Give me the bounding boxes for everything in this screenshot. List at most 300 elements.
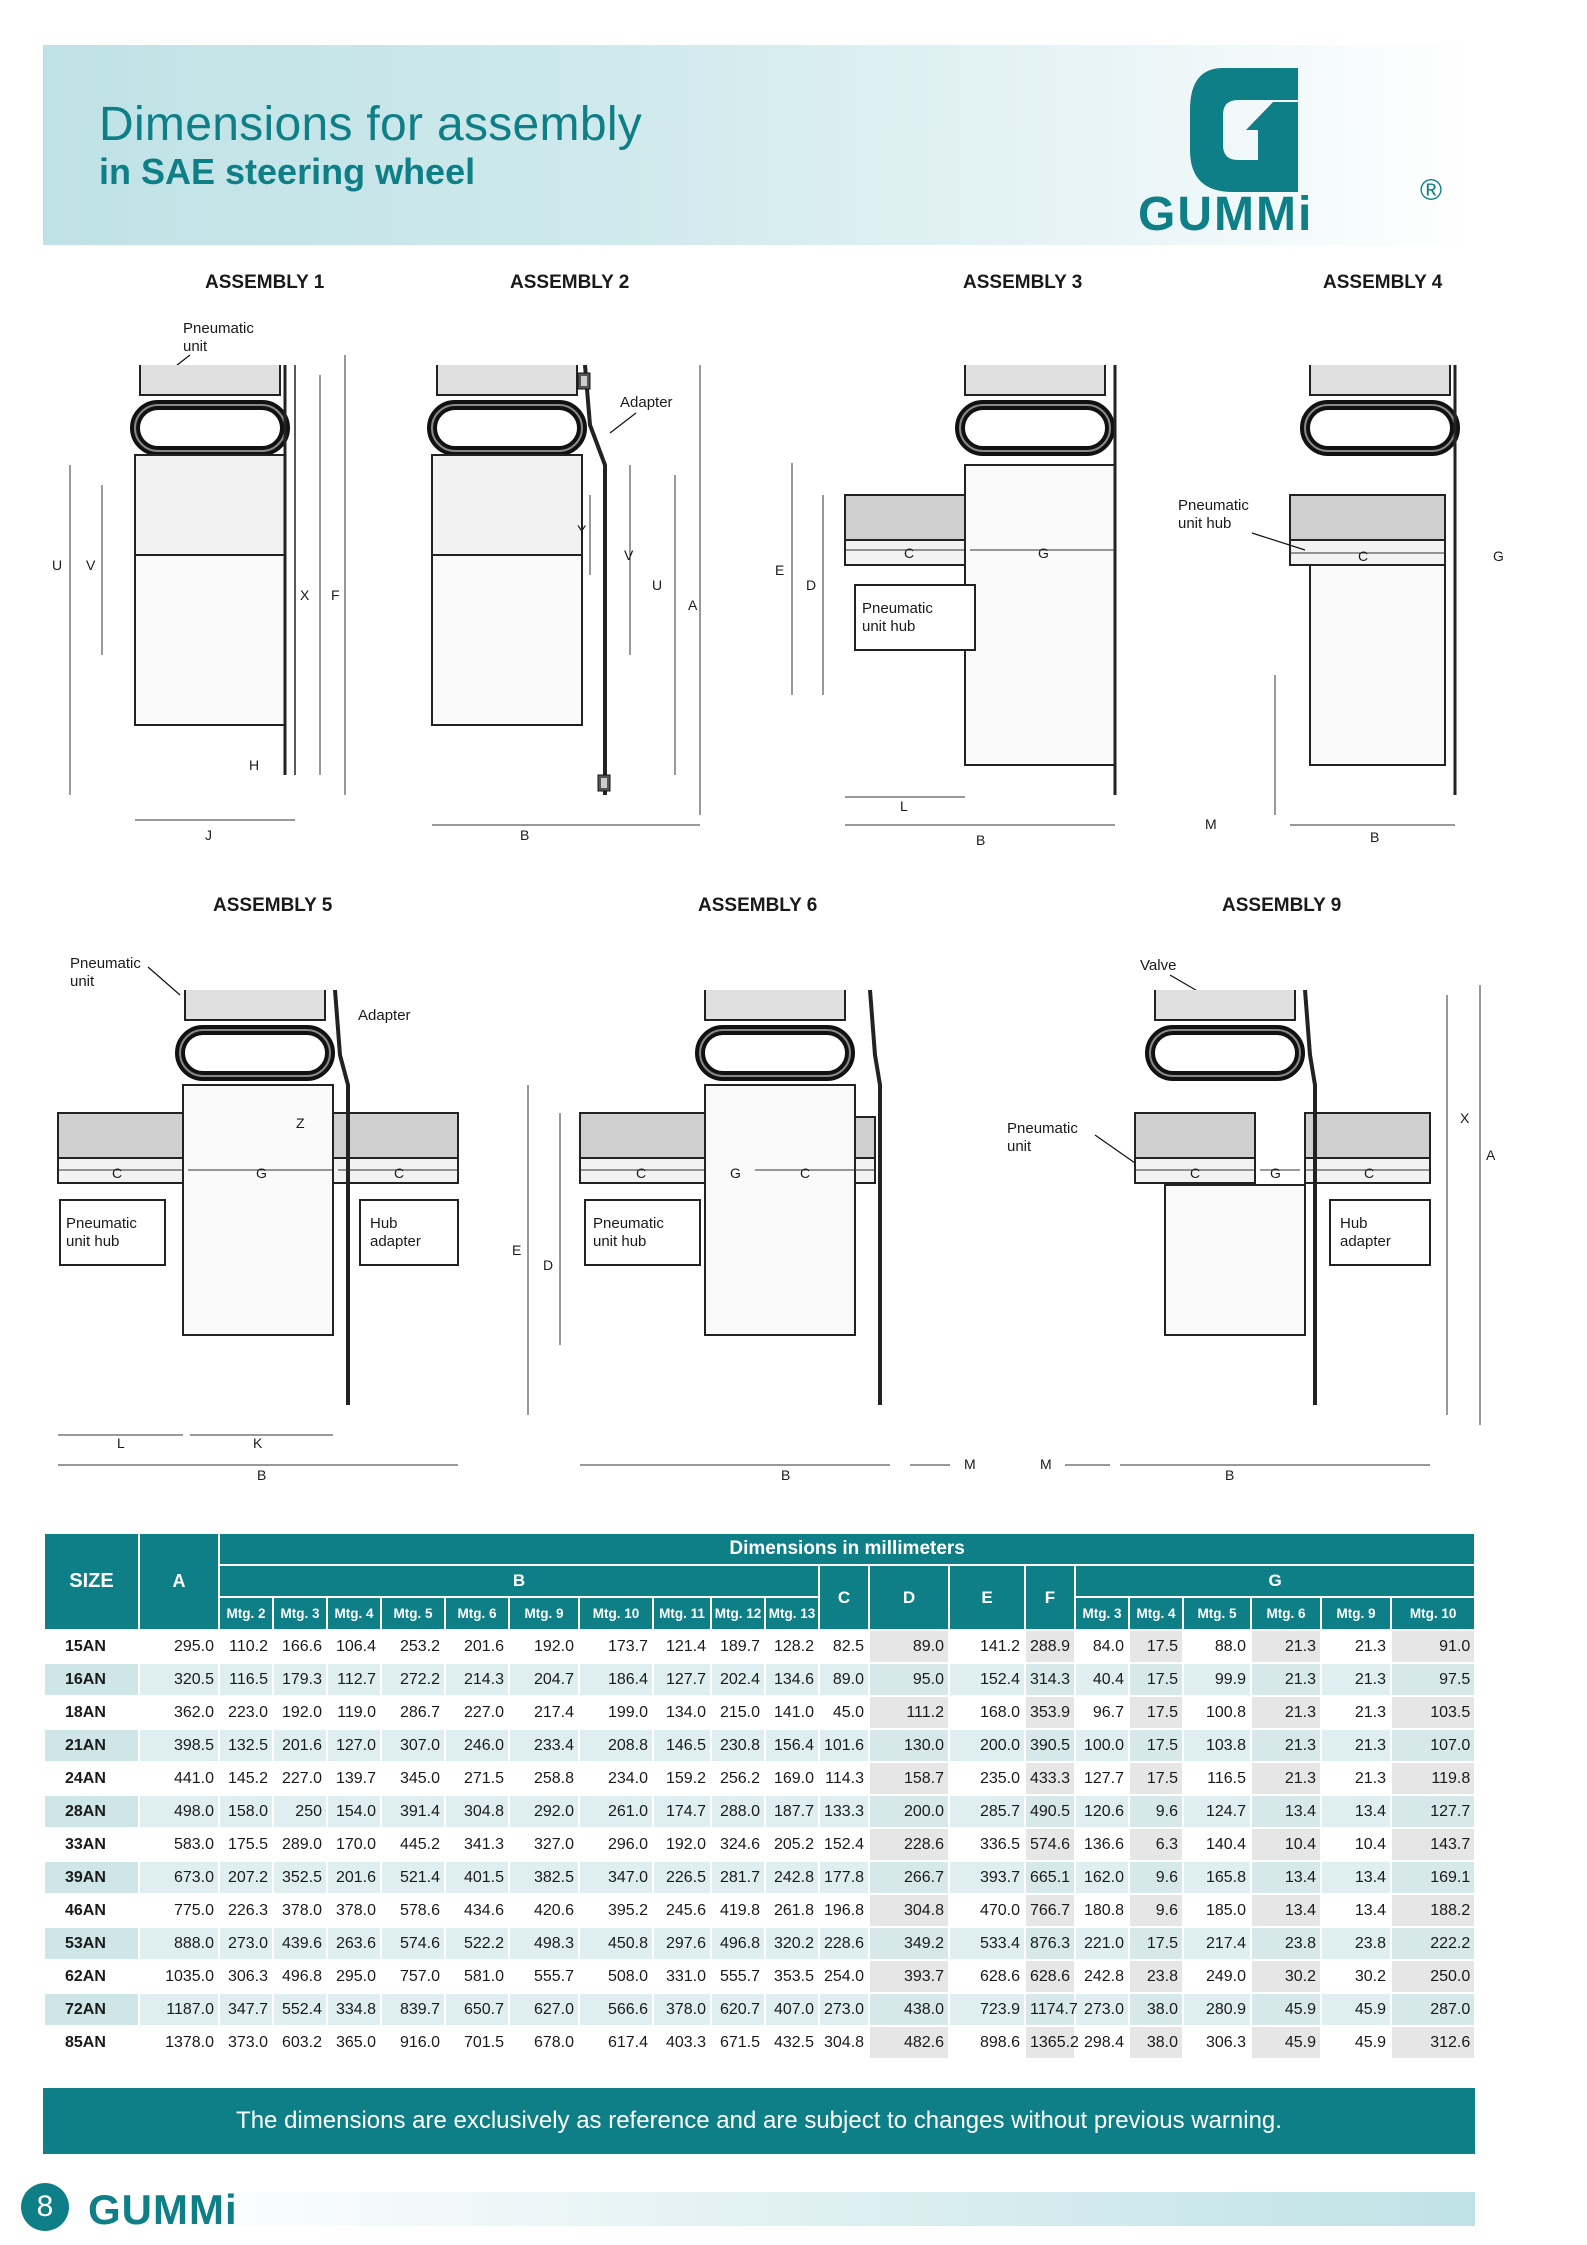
value-cell: 114.3 [819,1762,869,1795]
page-subtitle: in SAE steering wheel [99,151,476,192]
value-cell: 242.8 [765,1861,819,1894]
value-cell: 521.4 [381,1861,445,1894]
value-cell: 395.2 [579,1894,653,1927]
b-sub-header: Mtg. 4 [327,1597,381,1630]
value-cell: 223.0 [219,1696,273,1729]
value-cell: 306.3 [219,1960,273,1993]
value-cell: 671.5 [711,2026,765,2059]
value-cell: 196.8 [819,1894,869,1927]
value-cell: 152.4 [949,1663,1025,1696]
size-cell: 16AN [44,1663,139,1696]
footer-logo: GUMMi [88,2186,238,2233]
value-cell: 258.8 [509,1762,579,1795]
value-cell: 40.4 [1075,1663,1129,1696]
value-cell: 230.8 [711,1729,765,1762]
table-row [44,1762,1475,1795]
assembly-5-dim-c2: C [394,1165,405,1181]
assembly-diagrams [0,255,1587,1525]
value-cell: 888.0 [139,1927,219,1960]
value-cell: 88.0 [1183,1630,1251,1663]
value-cell: 21.3 [1251,1663,1321,1696]
value-cell: 82.5 [819,1630,869,1663]
value-cell: 130.0 [869,1729,949,1762]
page-number: 8 [21,2183,69,2231]
value-cell: 21.3 [1321,1762,1391,1795]
page-footer [0,2178,1587,2238]
value-cell: 143.7 [1391,1828,1475,1861]
value-cell: 876.3 [1025,1927,1075,1960]
table-row [44,1894,1475,1927]
assembly-6-label-1: Pneumatic [593,1215,664,1232]
b-sub-header: Mtg. 3 [273,1597,327,1630]
assembly-3-label-2: unit hub [862,618,916,635]
b-sub-header: Mtg. 2 [219,1597,273,1630]
table-row [44,1927,1475,1960]
value-cell: 17.5 [1129,1696,1183,1729]
value-cell: 419.8 [711,1894,765,1927]
value-cell: 233.4 [509,1729,579,1762]
size-cell: 46AN [44,1894,139,1927]
value-cell: 552.4 [273,1993,327,2026]
value-cell: 627.0 [509,1993,579,2026]
value-cell: 103.8 [1183,1729,1251,1762]
value-cell: 9.6 [1129,1795,1183,1828]
value-cell: 134.6 [765,1663,819,1696]
assembly-4-dim-g: G [1493,548,1504,564]
value-cell: 189.7 [711,1630,765,1663]
value-cell: 434.6 [445,1894,509,1927]
value-cell: 432.5 [765,2026,819,2059]
value-cell: 297.6 [653,1927,711,1960]
value-cell: 307.0 [381,1729,445,1762]
value-cell: 99.9 [1183,1663,1251,1696]
value-cell: 254.0 [819,1960,869,1993]
b-sub-header: Mtg. 6 [445,1597,509,1630]
assembly-5-dim-z: Z [296,1115,305,1131]
value-cell: 320.2 [765,1927,819,1960]
col-e: E [949,1565,1025,1630]
assembly-4-dim-m: M [1205,816,1217,832]
dimensions-table [43,1532,1476,2060]
value-cell: 1365.2 [1025,2026,1075,2059]
value-cell: 192.0 [509,1630,579,1663]
gummi-logo [1128,60,1458,240]
value-cell: 266.7 [869,1861,949,1894]
value-cell: 1035.0 [139,1960,219,1993]
value-cell: 496.8 [711,1927,765,1960]
value-cell: 201.6 [445,1630,509,1663]
assembly-9-dim-g: G [1270,1165,1281,1181]
value-cell: 578.6 [381,1894,445,1927]
value-cell: 401.5 [445,1861,509,1894]
assembly-5-dim-c1: C [112,1165,123,1181]
assembly-6-dim-c2: C [800,1165,811,1181]
value-cell: 228.6 [869,1828,949,1861]
assembly-4-dim-b: B [1370,829,1380,845]
value-cell: 285.7 [949,1795,1025,1828]
value-cell: 173.7 [579,1630,653,1663]
value-cell: 250 [273,1795,327,1828]
value-cell: 208.8 [579,1729,653,1762]
value-cell: 345.0 [381,1762,445,1795]
value-cell: 192.0 [653,1828,711,1861]
value-cell: 723.9 [949,1993,1025,2026]
value-cell: 393.7 [949,1861,1025,1894]
size-cell: 33AN [44,1828,139,1861]
value-cell: 775.0 [139,1894,219,1927]
value-cell: 324.6 [711,1828,765,1861]
value-cell: 23.8 [1321,1927,1391,1960]
value-cell: 106.4 [327,1630,381,1663]
assembly-2-title: ASSEMBLY 2 [510,272,630,293]
value-cell: 146.5 [653,1729,711,1762]
value-cell: 235.0 [949,1762,1025,1795]
value-cell: 200.0 [869,1795,949,1828]
value-cell: 192.0 [273,1696,327,1729]
b-sub-header: Mtg. 5 [381,1597,445,1630]
value-cell: 336.5 [949,1828,1025,1861]
value-cell: 378.0 [327,1894,381,1927]
value-cell: 245.6 [653,1894,711,1927]
col-g: G [1075,1565,1475,1597]
assembly-5-label-4: Pneumatic [66,1215,137,1232]
value-cell: 373.0 [219,2026,273,2059]
assembly-9-dim-a: A [1486,1147,1496,1163]
assembly-5-label-1: Pneumatic [70,955,141,972]
value-cell: 124.7 [1183,1795,1251,1828]
col-d: D [869,1565,949,1630]
value-cell: 295.0 [327,1960,381,1993]
assembly-2-dim-u: U [652,577,663,593]
value-cell: 45.9 [1321,2026,1391,2059]
assembly-9-dim-x: X [1460,1110,1470,1126]
size-cell: 18AN [44,1696,139,1729]
value-cell: 296.0 [579,1828,653,1861]
value-cell: 45.9 [1321,1993,1391,2026]
col-b: B [219,1565,819,1597]
size-cell: 15AN [44,1630,139,1663]
col-c: C [819,1565,869,1630]
value-cell: 177.8 [819,1861,869,1894]
value-cell: 349.2 [869,1927,949,1960]
assembly-4-title: ASSEMBLY 4 [1323,272,1443,293]
assembly-3-title: ASSEMBLY 3 [963,272,1083,293]
table-row [44,1960,1475,1993]
table-row [44,1729,1475,1762]
value-cell: 289.0 [273,1828,327,1861]
value-cell: 17.5 [1129,1762,1183,1795]
value-cell: 175.5 [219,1828,273,1861]
value-cell: 21.3 [1251,1729,1321,1762]
value-cell: 89.0 [869,1630,949,1663]
assembly-6-dim-g: G [730,1165,741,1181]
value-cell: 331.0 [653,1960,711,1993]
value-cell: 320.5 [139,1663,219,1696]
value-cell: 174.7 [653,1795,711,1828]
value-cell: 185.0 [1183,1894,1251,1927]
assembly-1-dim-v: V [86,557,96,573]
value-cell: 13.4 [1251,1861,1321,1894]
value-cell: 295.0 [139,1630,219,1663]
assembly-3-dim-b: B [976,832,986,848]
value-cell: 353.5 [765,1960,819,1993]
assembly-5-label-5: unit hub [66,1233,120,1250]
value-cell: 522.2 [445,1927,509,1960]
value-cell: 221.0 [1075,1927,1129,1960]
g-sub-header: Mtg. 6 [1251,1597,1321,1630]
value-cell: 403.3 [653,2026,711,2059]
value-cell: 393.7 [869,1960,949,1993]
value-cell: 111.2 [869,1696,949,1729]
assembly-1-label-1: Pneumatic [183,320,254,337]
value-cell: 30.2 [1251,1960,1321,1993]
value-cell: 116.5 [219,1663,273,1696]
assembly-1-label-2: unit [183,338,208,355]
assembly-2-dim-b: B [520,827,530,843]
value-cell: 298.4 [1075,2026,1129,2059]
value-cell: 17.5 [1129,1630,1183,1663]
value-cell: 603.2 [273,2026,327,2059]
value-cell: 101.6 [819,1729,869,1762]
value-cell: 13.4 [1321,1861,1391,1894]
assembly-5-label-7: adapter [370,1233,421,1250]
assembly-1-dim-x: X [300,587,310,603]
value-cell: 496.8 [273,1960,327,1993]
table-row [44,1795,1475,1828]
value-cell: 281.7 [711,1861,765,1894]
assembly-1-dim-u: U [52,557,63,573]
size-cell: 28AN [44,1795,139,1828]
assembly-3-dim-g: G [1038,545,1049,561]
value-cell: 145.2 [219,1762,273,1795]
value-cell: 304.8 [869,1894,949,1927]
value-cell: 482.6 [869,2026,949,2059]
value-cell: 159.2 [653,1762,711,1795]
value-cell: 162.0 [1075,1861,1129,1894]
value-cell: 261.8 [765,1894,819,1927]
size-cell: 24AN [44,1762,139,1795]
value-cell: 13.4 [1321,1795,1391,1828]
value-cell: 470.0 [949,1894,1025,1927]
value-cell: 21.3 [1321,1696,1391,1729]
assembly-5 [58,895,458,1483]
assembly-9-label-4: Hub [1340,1215,1368,1232]
assembly-5-dim-g: G [256,1165,267,1181]
value-cell: 533.4 [949,1927,1025,1960]
b-sub-header: Mtg. 10 [579,1597,653,1630]
assembly-1 [52,272,345,843]
value-cell: 45.0 [819,1696,869,1729]
value-cell: 23.8 [1129,1960,1183,1993]
value-cell: 127.0 [327,1729,381,1762]
value-cell: 272.2 [381,1663,445,1696]
value-cell: 179.3 [273,1663,327,1696]
value-cell: 96.7 [1075,1696,1129,1729]
assembly-9-dim-c1: C [1190,1165,1201,1181]
assembly-5-label-3: Adapter [358,1007,411,1024]
value-cell: 21.3 [1321,1630,1391,1663]
table-row [44,1630,1475,1663]
table-row [44,1663,1475,1696]
registered-mark: ® [1420,174,1443,207]
value-cell: 766.7 [1025,1894,1075,1927]
assembly-2-dim-y: Y [577,522,587,538]
value-cell: 91.0 [1391,1630,1475,1663]
value-cell: 916.0 [381,2026,445,2059]
assembly-3-label-1: Pneumatic [862,600,933,617]
value-cell: 107.0 [1391,1729,1475,1762]
value-cell: 390.5 [1025,1729,1075,1762]
assembly-6-dim-c1: C [636,1165,647,1181]
value-cell: 103.5 [1391,1696,1475,1729]
g-sub-header: Mtg. 4 [1129,1597,1183,1630]
value-cell: 273.0 [1075,1993,1129,2026]
value-cell: 6.3 [1129,1828,1183,1861]
b-sub-header: Mtg. 9 [509,1597,579,1630]
assembly-6-dim-b: B [781,1467,791,1483]
value-cell: 165.8 [1183,1861,1251,1894]
assembly-4-label-1: Pneumatic [1178,497,1249,514]
value-cell: 110.2 [219,1630,273,1663]
value-cell: 365.0 [327,2026,381,2059]
b-sub-header: Mtg. 13 [765,1597,819,1630]
value-cell: 292.0 [509,1795,579,1828]
value-cell: 95.0 [869,1663,949,1696]
value-cell: 574.6 [381,1927,445,1960]
disclaimer-banner: The dimensions are exclusively as reference and are subject to changes without previous warning. [43,2088,1475,2154]
assembly-9 [1007,895,1496,1483]
assembly-1-dim-f: F [331,587,340,603]
value-cell: 141.0 [765,1696,819,1729]
value-cell: 352.5 [273,1861,327,1894]
value-cell: 199.0 [579,1696,653,1729]
value-cell: 140.4 [1183,1828,1251,1861]
value-cell: 158.0 [219,1795,273,1828]
assembly-1-title: ASSEMBLY 1 [205,272,325,293]
value-cell: 273.0 [219,1927,273,1960]
value-cell: 200.0 [949,1729,1025,1762]
value-cell: 306.3 [1183,2026,1251,2059]
assembly-9-dim-b: B [1225,1467,1235,1483]
value-cell: 378.0 [653,1993,711,2026]
value-cell: 127.7 [1075,1762,1129,1795]
value-cell: 498.3 [509,1927,579,1960]
value-cell: 45.9 [1251,2026,1321,2059]
value-cell: 169.0 [765,1762,819,1795]
col-f: F [1025,1565,1075,1630]
value-cell: 100.8 [1183,1696,1251,1729]
value-cell: 555.7 [509,1960,579,1993]
assembly-5-dim-k: K [253,1435,263,1451]
value-cell: 127.7 [1391,1795,1475,1828]
value-cell: 204.7 [509,1663,579,1696]
value-cell: 650.7 [445,1993,509,2026]
value-cell: 38.0 [1129,1993,1183,2026]
value-cell: 226.3 [219,1894,273,1927]
value-cell: 97.5 [1391,1663,1475,1696]
value-cell: 362.0 [139,1696,219,1729]
value-cell: 116.5 [1183,1762,1251,1795]
value-cell: 242.8 [1075,1960,1129,1993]
assembly-6-title: ASSEMBLY 6 [698,895,818,916]
value-cell: 170.0 [327,1828,381,1861]
value-cell: 119.8 [1391,1762,1475,1795]
assembly-9-label-2: Pneumatic [1007,1120,1078,1137]
value-cell: 21.3 [1251,1630,1321,1663]
value-cell: 288.9 [1025,1630,1075,1663]
value-cell: 287.0 [1391,1993,1475,2026]
assembly-3-dim-l: L [900,798,908,814]
value-cell: 186.4 [579,1663,653,1696]
value-cell: 214.3 [445,1663,509,1696]
value-cell: 378.0 [273,1894,327,1927]
assembly-2-dim-v: V [624,547,634,563]
value-cell: 898.6 [949,2026,1025,2059]
value-cell: 391.4 [381,1795,445,1828]
g-sub-header: Mtg. 3 [1075,1597,1129,1630]
value-cell: 286.7 [381,1696,445,1729]
assembly-4-label-2: unit hub [1178,515,1232,532]
value-cell: 187.7 [765,1795,819,1828]
value-cell: 21.3 [1321,1729,1391,1762]
assembly-9-dim-c2: C [1364,1165,1375,1181]
value-cell: 169.1 [1391,1861,1475,1894]
assembly-9-dim-m: M [1040,1456,1052,1472]
assembly-1-dim-j: J [205,827,212,843]
value-cell: 583.0 [139,1828,219,1861]
assembly-3-dim-e: E [775,562,785,578]
value-cell: 441.0 [139,1762,219,1795]
value-cell: 226.5 [653,1861,711,1894]
value-cell: 508.0 [579,1960,653,1993]
value-cell: 327.0 [509,1828,579,1861]
value-cell: 201.6 [327,1861,381,1894]
assembly-2 [432,272,700,843]
table-row [44,2026,1475,2059]
assembly-2-dim-a: A [688,597,698,613]
g-sub-header: Mtg. 10 [1391,1597,1475,1630]
assembly-6-label-2: unit hub [593,1233,647,1250]
value-cell: 347.0 [579,1861,653,1894]
value-cell: 10.4 [1321,1828,1391,1861]
value-cell: 234.0 [579,1762,653,1795]
value-cell: 132.5 [219,1729,273,1762]
value-cell: 9.6 [1129,1894,1183,1927]
value-cell: 38.0 [1129,2026,1183,2059]
value-cell: 490.5 [1025,1795,1075,1828]
value-cell: 314.3 [1025,1663,1075,1696]
value-cell: 678.0 [509,2026,579,2059]
value-cell: 312.6 [1391,2026,1475,2059]
assembly-1-dim-h: H [249,757,260,773]
value-cell: 280.9 [1183,1993,1251,2026]
value-cell: 334.8 [327,1993,381,2026]
value-cell: 30.2 [1321,1960,1391,1993]
table-row [44,1696,1475,1729]
value-cell: 134.0 [653,1696,711,1729]
value-cell: 450.8 [579,1927,653,1960]
value-cell: 382.5 [509,1861,579,1894]
value-cell: 398.5 [139,1729,219,1762]
b-sub-header: Mtg. 11 [653,1597,711,1630]
b-sub-header: Mtg. 12 [711,1597,765,1630]
value-cell: 128.2 [765,1630,819,1663]
value-cell: 253.2 [381,1630,445,1663]
value-cell: 665.1 [1025,1861,1075,1894]
value-cell: 188.2 [1391,1894,1475,1927]
value-cell: 205.2 [765,1828,819,1861]
value-cell: 701.5 [445,2026,509,2059]
